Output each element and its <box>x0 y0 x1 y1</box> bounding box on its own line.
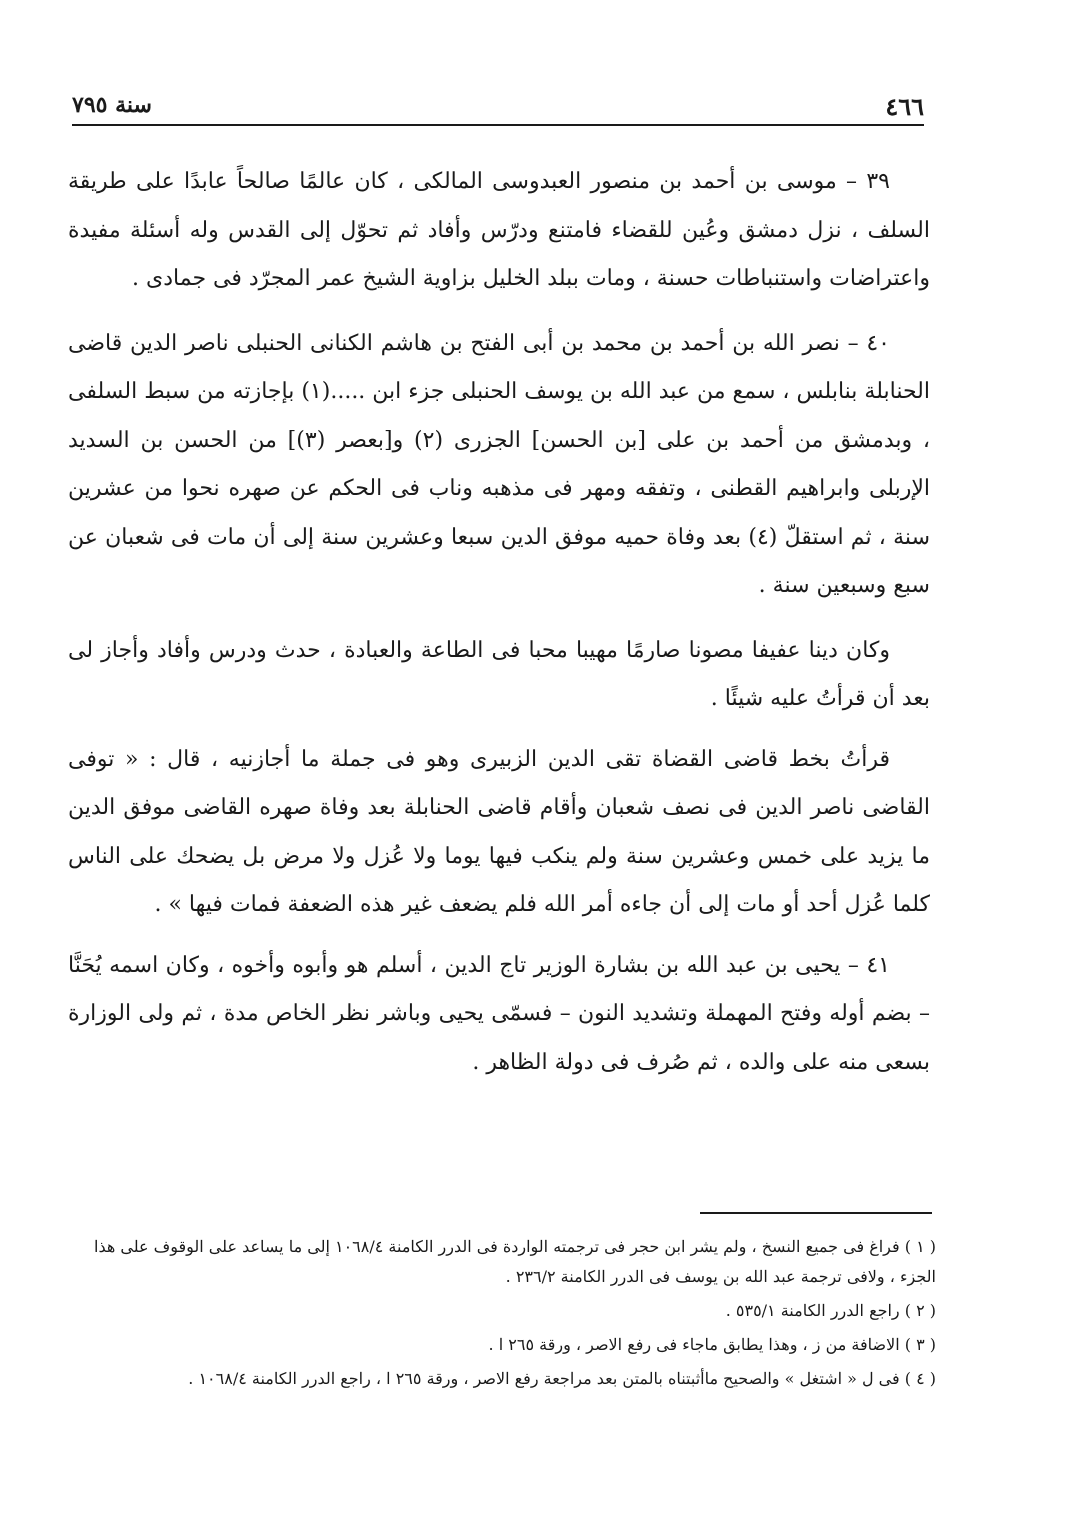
page-number: ٤٦٦ <box>885 92 924 121</box>
entry-40-quotation: قرأتُ بخط قاضى القضاة تقى الدين الزبيرى وهو فى جملة ما أجازنيه ، قال : « توفى القاضى ناصر الدين فى نصف شعبان وأقام قاضى الحنابلة بعد وفاة صهره القاضى موفق الدين ما يزيد على خمس وعشرين سنة ولم ينكب فيها يوما ولا عُزل ولا مرض بل يضحك على الناس كلما عُزل أحد أو مات إلى أن جاءه أمر الله فلم يضعف غير هذه الضعفة فمات فيها » . <box>68 746 930 917</box>
footnote-1: ( ١ ) فراغ فى جميع النسخ ، ولم يشر ابن حجر فى ترجمته الواردة فى الدرر الكامنة ١٠٦٨/٤ إلى ما يساعد على الوقوف على هذا الجزء ، ولافى ترجمة عبد الله بن يوسف فى الدرر الكامنة ٢٣٦/٢ . <box>94 1237 936 1286</box>
footnote-2: ( ٢ ) راجع الدرر الكامنة ٥٣٥/١ . <box>725 1301 936 1320</box>
running-head-year: سنة ٧٩٥ <box>72 92 152 118</box>
entry-41: ٤١ – يحيى بن عبد الله بن بشارة الوزير تاج الدين ، أسلم هو وأبوه وأخوه ، وكان اسمه يُحَنَّا – بضم أوله وفتح المهملة وتشديد النون – فسمّى يحيى وباشر نظر الخاص مدة ، ثم ولى الوزارة بسعى منه على والده ، ثم صُرف فى دولة الظاهر . <box>68 952 930 1075</box>
entry-40-character: وكان دينا عفيفا مصونا صارمًا مهيبا محبا فى الطاعة والعبادة ، حدث ودرس وأفاد وأجاز لى بعد أن قرأتُ عليه شيئًا . <box>68 637 930 711</box>
main-text <box>68 158 930 1103</box>
footnote-4: ( ٤ ) فى ل « اشتغل » والصحيح ماأثبتناه بالمتن بعد مراجعة رفع الاصر ، ورقة ٢٦٥ ا ، راجع الدرر الكامنة ١٠٦٨/٤ . <box>188 1369 936 1388</box>
footnotes <box>72 1232 936 1398</box>
header-rule <box>72 124 924 126</box>
footnote-3: ( ٣ ) الاضافة من ز ، وهذا يطابق ماجاء فى رفع الاصر ، ورقة ٢٦٥ ا . <box>488 1335 936 1354</box>
page-header <box>72 92 924 122</box>
entry-39: ٣٩ – موسى بن أحمد بن منصور العبدوسى المالكى ، كان عالمًا صالحاً عابدًا على طريقة السلف ، نزل دمشق وعُين للقضاء فامتنع ودرّس وأفاد ثم تحوّل إلى القدس وله أسئلة مفيدة واعتراضات واستنباطات حسنة ، ومات ببلد الخليل بزاوية الشيخ عمر المجرّد فى جمادى . <box>68 169 930 291</box>
entry-40: ٤٠ – نصر الله بن أحمد بن محمد بن أبى الفتح بن هاشم الكنانى الحنبلى ناصر الدين قاضى الحنابلة بنابلس ، سمع من عبد الله بن يوسف الحنبلى جزء ابن .....(١) بإجازته من سبط السلفى ، وبدمشق من أحمد بن على [بن الحسن] الجزرى (٢) و[بعصر (٣)] من الحسن بن السديد الإربلى وابراهيم القطنى ، وتفقه ومهر فى مذهبه وناب فى الحكم عن صهره نحوا من عشرين سنة ، ثم استقلّ (٤) بعد وفاة حميه موفق الدين سبعا وعشرين سنة إلى أن مات فى شعبان عن سبع وسبعين سنة . <box>68 330 931 598</box>
footnote-rule <box>700 1212 932 1214</box>
